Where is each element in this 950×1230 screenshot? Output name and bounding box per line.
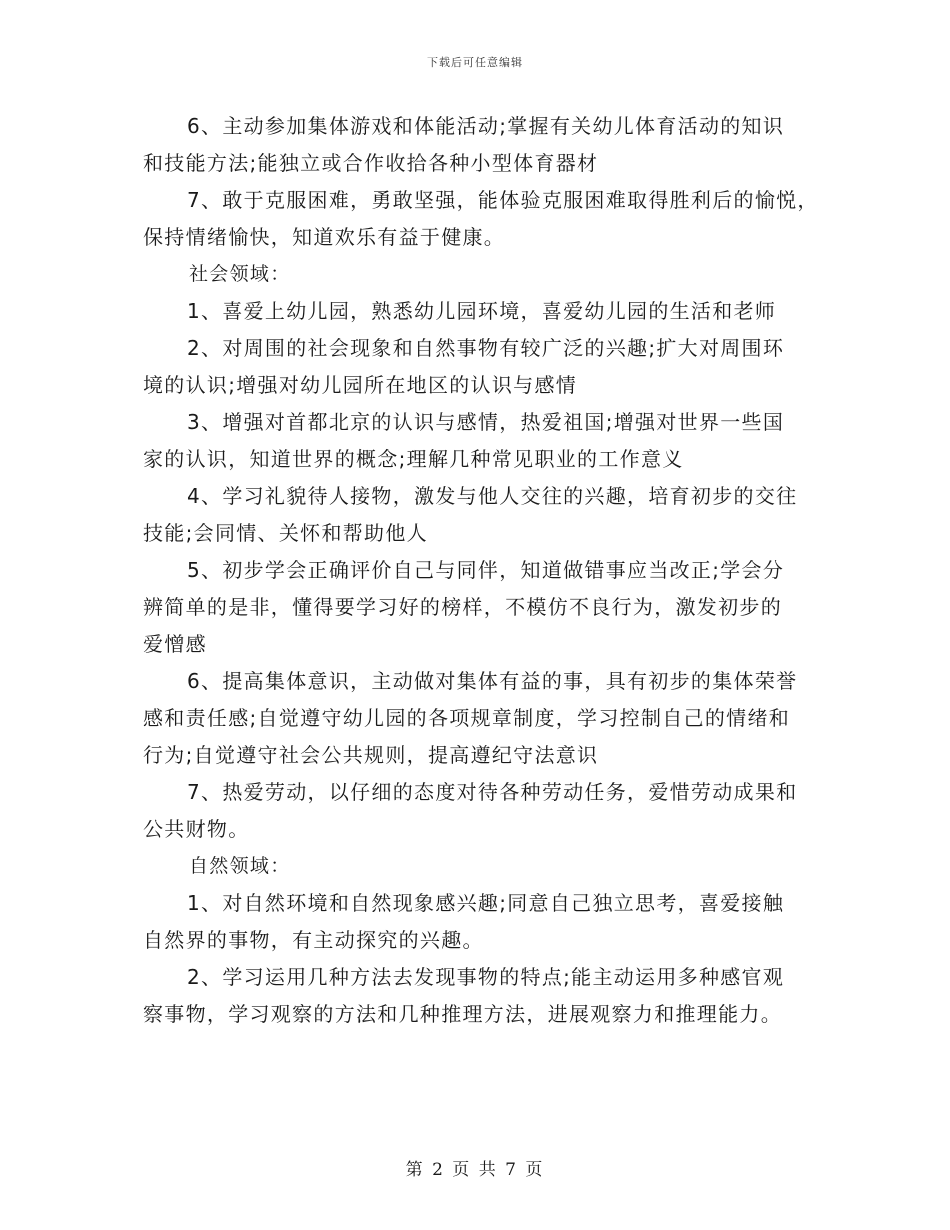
text-line: 3、增强对首都北京的认识与感情，热爱祖国;增强对世界一些国 [187, 410, 785, 434]
text-line: 5、初步学会正确评价自己与同伴，知道做错事应当改正;学会分 [187, 558, 785, 582]
text-line: 技能;会同情、关怀和帮助他人 [143, 521, 428, 545]
text-line: 家的认识，知道世界的概念;理解几种常见职业的工作意义 [143, 447, 684, 471]
text-line: 保持情绪愉快，知道欢乐有益于健康。 [143, 225, 506, 249]
text-line: 2、对周围的社会现象和自然事物有较广泛的兴趣;扩大对周围环 [187, 336, 785, 360]
text-line: 和技能方法;能独立或合作收拾各种小型体育器材 [143, 151, 599, 175]
text-line: 自然界的事物，有主动探究的兴趣。 [143, 928, 484, 952]
section-heading-nature: 自然领域： [189, 855, 291, 877]
text-line: 爱憎感 [143, 632, 207, 656]
text-line: 感和责任感;自觉遵守幼儿园的各项规章制度，学习控制自己的情绪和 [143, 706, 791, 730]
text-line: 7、热爱劳动，以仔细的态度对待各种劳动任务，爱惜劳动成果和 [187, 780, 798, 804]
text-line: 察事物，学习观察的方法和几种推理方法，进展观察力和推理能力。 [143, 1002, 782, 1026]
text-line: 1、喜爱上幼儿园，熟悉幼儿园环境，喜爱幼儿园的生活和老师 [187, 299, 777, 323]
body-text [143, 108, 823, 1033]
section-heading-social: 社会领域： [189, 263, 291, 285]
text-line: 行为;自觉遵守社会公共规则，提高遵纪守法意识 [143, 743, 599, 767]
text-line: 6、主动参加集体游戏和体能活动;掌握有关幼儿体育活动的知识 [187, 114, 785, 138]
text-line: 4、学习礼貌待人接物，激发与他人交往的兴趣，培育初步的交往 [187, 484, 798, 508]
page-header-note: 下载后可任意编辑 [427, 56, 523, 69]
page-number: 第 2 页 共 7 页 [405, 1160, 545, 1180]
text-line: 公共财物。 [143, 817, 250, 841]
text-line: 1、对自然环境和自然现象感兴趣;同意自己独立思考，喜爱接触 [187, 891, 785, 915]
text-line: 7、敢于克服困难，勇敢坚强，能体验克服困难取得胜利后的愉悦， [187, 188, 819, 212]
text-line: 2、学习运用几种方法去发现事物的特点;能主动运用多种感官观 [187, 965, 785, 989]
text-line: 6、提高集体意识，主动做对集体有益的事，具有初步的集体荣誉 [187, 669, 798, 693]
text-line: 辨简单的是非，懂得要学习好的榜样，不模仿不良行为，激发初步的 [143, 595, 782, 619]
document-body [143, 108, 823, 1033]
text-line: 境的认识;增强对幼儿园所在地区的认识与感情 [143, 373, 578, 397]
